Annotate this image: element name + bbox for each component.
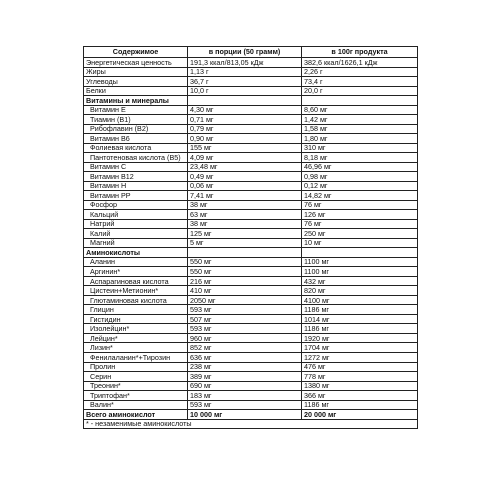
per-serving-cell: 63 мг	[188, 210, 302, 220]
per-serving-cell: 4,09 мг	[188, 153, 302, 163]
footnote-row	[84, 419, 418, 429]
per-100g-cell	[302, 248, 418, 258]
header-cell-content: Содержимое	[84, 47, 188, 58]
table-row	[84, 200, 418, 210]
table-row	[84, 324, 418, 334]
per-serving-cell: 7,41 мг	[188, 191, 302, 201]
content-cell: Глицин	[84, 305, 188, 315]
table-row	[84, 86, 418, 96]
table-row	[84, 257, 418, 267]
per-serving-cell: 0,06 мг	[188, 181, 302, 191]
content-cell: Аланин	[84, 257, 188, 267]
per-100g-cell: 1186 мг	[302, 400, 418, 410]
content-cell: Всего аминокислот	[84, 410, 188, 420]
per-100g-cell: 1186 мг	[302, 324, 418, 334]
content-cell: Витамин РР	[84, 191, 188, 201]
total-row	[84, 410, 418, 420]
per-serving-cell: 4,30 мг	[188, 105, 302, 115]
per-100g-cell	[302, 96, 418, 106]
content-cell: Витамин В12	[84, 172, 188, 182]
table-row	[84, 162, 418, 172]
content-cell: Витамины и минералы	[84, 96, 188, 106]
table-row	[84, 352, 418, 362]
table-row	[84, 67, 418, 77]
per-serving-cell: 0,79 мг	[188, 124, 302, 134]
table-row	[84, 181, 418, 191]
content-cell: Кальций	[84, 210, 188, 220]
content-cell: Треонин*	[84, 381, 188, 391]
per-serving-cell: 5 мг	[188, 238, 302, 248]
content-cell: Витамин Е	[84, 105, 188, 115]
table-row	[84, 333, 418, 343]
content-cell: Магний	[84, 238, 188, 248]
per-serving-cell: 38 мг	[188, 219, 302, 229]
content-cell: Триптофан*	[84, 391, 188, 401]
per-100g-cell: 73,4 г	[302, 77, 418, 87]
content-cell: Валин*	[84, 400, 188, 410]
per-serving-cell: 550 мг	[188, 267, 302, 277]
content-cell: Гистидин	[84, 314, 188, 324]
table-header-row	[84, 47, 418, 58]
per-serving-cell: 2050 мг	[188, 295, 302, 305]
content-cell: Витамин В6	[84, 134, 188, 144]
table-row	[84, 115, 418, 125]
per-100g-cell: 0,98 мг	[302, 172, 418, 182]
per-100g-cell: 4100 мг	[302, 295, 418, 305]
per-serving-cell: 36,7 г	[188, 77, 302, 87]
table-row	[84, 143, 418, 153]
table-row	[84, 314, 418, 324]
content-cell: Тиамин (В1)	[84, 115, 188, 125]
per-100g-cell: 1,58 мг	[302, 124, 418, 134]
table-row	[84, 219, 418, 229]
header-cell-per-100g: в 100г продукта	[302, 47, 418, 58]
per-100g-cell: 8,18 мг	[302, 153, 418, 163]
per-serving-cell: 593 мг	[188, 400, 302, 410]
table-row	[84, 267, 418, 277]
per-100g-cell: 1100 мг	[302, 257, 418, 267]
per-serving-cell: 690 мг	[188, 381, 302, 391]
content-cell: Углеводы	[84, 77, 188, 87]
per-100g-cell: 778 мг	[302, 372, 418, 382]
content-cell: Аминокислоты	[84, 248, 188, 258]
per-serving-cell: 238 мг	[188, 362, 302, 372]
per-serving-cell	[188, 96, 302, 106]
per-serving-cell: 389 мг	[188, 372, 302, 382]
per-100g-cell: 1272 мг	[302, 352, 418, 362]
per-100g-cell: 14,82 мг	[302, 191, 418, 201]
per-100g-cell: 20,0 г	[302, 86, 418, 96]
content-cell: Фосфор	[84, 200, 188, 210]
content-cell: Глютаминовая кислота	[84, 295, 188, 305]
content-cell: Серин	[84, 372, 188, 382]
table-row	[84, 238, 418, 248]
table-row	[84, 343, 418, 353]
per-serving-cell: 38 мг	[188, 200, 302, 210]
nutrition-table-body	[84, 47, 418, 429]
table-row	[84, 229, 418, 239]
header-cell-per-serving: в порции (50 грамм)	[188, 47, 302, 58]
content-cell: Пантотеновая кислота (В5)	[84, 153, 188, 163]
content-cell: Пролин	[84, 362, 188, 372]
per-100g-cell: 8,60 мг	[302, 105, 418, 115]
table-row	[84, 210, 418, 220]
per-serving-cell: 1,13 г	[188, 67, 302, 77]
per-serving-cell: 183 мг	[188, 391, 302, 401]
per-100g-cell: 1100 мг	[302, 267, 418, 277]
per-serving-cell: 0,90 мг	[188, 134, 302, 144]
per-100g-cell: 1186 мг	[302, 305, 418, 315]
per-100g-cell: 432 мг	[302, 276, 418, 286]
per-serving-cell: 125 мг	[188, 229, 302, 239]
table-row	[84, 286, 418, 296]
table-row	[84, 295, 418, 305]
per-serving-cell: 0,71 мг	[188, 115, 302, 125]
content-cell: Лизин*	[84, 343, 188, 353]
per-serving-cell: 0,49 мг	[188, 172, 302, 182]
nutrition-table	[83, 46, 418, 429]
per-100g-cell: 820 мг	[302, 286, 418, 296]
per-100g-cell: 1704 мг	[302, 343, 418, 353]
content-cell: Аргинин*	[84, 267, 188, 277]
per-100g-cell: 126 мг	[302, 210, 418, 220]
per-serving-cell: 216 мг	[188, 276, 302, 286]
table-row	[84, 372, 418, 382]
per-100g-cell: 310 мг	[302, 143, 418, 153]
table-row	[84, 391, 418, 401]
content-cell: Жиры	[84, 67, 188, 77]
table-row	[84, 362, 418, 372]
content-cell: Фенилаланин*+Тирозин	[84, 352, 188, 362]
table-row	[84, 305, 418, 315]
per-100g-cell: 1,80 мг	[302, 134, 418, 144]
per-serving-cell: 410 мг	[188, 286, 302, 296]
per-100g-cell: 1380 мг	[302, 381, 418, 391]
content-cell: Натрий	[84, 219, 188, 229]
per-100g-cell: 76 мг	[302, 219, 418, 229]
table-row	[84, 191, 418, 201]
per-serving-cell: 852 мг	[188, 343, 302, 353]
content-cell: Калий	[84, 229, 188, 239]
per-serving-cell: 960 мг	[188, 333, 302, 343]
table-row	[84, 124, 418, 134]
per-100g-cell: 1014 мг	[302, 314, 418, 324]
content-cell: Цистеин+Метионин*	[84, 286, 188, 296]
table-row	[84, 172, 418, 182]
per-100g-cell: 0,12 мг	[302, 181, 418, 191]
per-serving-cell: 593 мг	[188, 324, 302, 334]
table-row	[84, 276, 418, 286]
per-100g-cell: 76 мг	[302, 200, 418, 210]
content-cell: Рибофлавин (В2)	[84, 124, 188, 134]
section-row	[84, 248, 418, 258]
content-cell: Фолиевая кислота	[84, 143, 188, 153]
per-serving-cell: 550 мг	[188, 257, 302, 267]
per-serving-cell: 10 000 мг	[188, 410, 302, 420]
per-serving-cell: 191,3 ккал/813,05 кДж	[188, 58, 302, 68]
content-cell: Энергетическая ценность	[84, 58, 188, 68]
table-row	[84, 105, 418, 115]
content-cell: Витамин Н	[84, 181, 188, 191]
content-cell: Аспарагиновая кислота	[84, 276, 188, 286]
per-100g-cell: 1920 мг	[302, 333, 418, 343]
section-row	[84, 96, 418, 106]
content-cell: Витамин С	[84, 162, 188, 172]
table-row	[84, 77, 418, 87]
per-serving-cell: 593 мг	[188, 305, 302, 315]
per-serving-cell: 10,0 г	[188, 86, 302, 96]
per-100g-cell: 1,42 мг	[302, 115, 418, 125]
per-serving-cell: 155 мг	[188, 143, 302, 153]
per-100g-cell: 46,96 мг	[302, 162, 418, 172]
per-100g-cell: 476 мг	[302, 362, 418, 372]
per-100g-cell: 382,6 ккал/1626,1 кДж	[302, 58, 418, 68]
table-row	[84, 134, 418, 144]
per-serving-cell: 636 мг	[188, 352, 302, 362]
per-100g-cell: 366 мг	[302, 391, 418, 401]
content-cell: Лейцин*	[84, 333, 188, 343]
per-100g-cell: 20 000 мг	[302, 410, 418, 420]
table-row	[84, 153, 418, 163]
per-100g-cell: 2,26 г	[302, 67, 418, 77]
per-100g-cell: 250 мг	[302, 229, 418, 239]
table-row	[84, 381, 418, 391]
content-cell: Белки	[84, 86, 188, 96]
table-row	[84, 400, 418, 410]
footnote: * - незаменимые аминокислоты	[84, 419, 418, 429]
per-100g-cell: 10 мг	[302, 238, 418, 248]
per-serving-cell	[188, 248, 302, 258]
per-serving-cell: 507 мг	[188, 314, 302, 324]
content-cell: Изолейцин*	[84, 324, 188, 334]
per-serving-cell: 23,48 мг	[188, 162, 302, 172]
table-row	[84, 58, 418, 68]
